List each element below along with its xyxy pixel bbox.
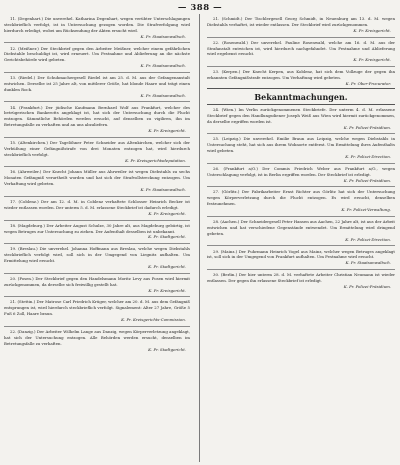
notice-separator	[4, 273, 190, 274]
notice-signature: K. Pr. Polizei-Verwaltung.	[341, 207, 391, 213]
notice-separator	[207, 186, 395, 187]
notice-text: 12. (Meißner.) Der Steckbrief gegen den Arbeiter Meißner, welcher einem gefährlichen Diebstahle beschuldigt ist, wird erneuert. Um Festnahme und Ablieferung an die nächste Gerichtsbehörde wird gebeten.	[4, 45, 190, 63]
notice-text: 18. (Magdeburg.) Der Arbeiter August Schulze, 30 Jahre alt, aus Magdeburg gebürtig, ist wegen Betruges zur Untersuchung zu ziehen. Der Aufenthalt desselben ist unbekannt.	[4, 222, 190, 234]
notice-separator	[4, 243, 190, 244]
right-column	[207, 16, 395, 461]
notice-separator	[4, 326, 190, 327]
notice-signature: K. Pr. Stadtgericht.	[148, 263, 186, 269]
notice-signature: K. Pr. Kreisgericht.	[148, 128, 186, 134]
notice-entry	[4, 75, 190, 99]
notice-text: 25. (Leipzig.) Die unverehel. Emilie Braun aus Leipzig, welche wegen Diebstahls in Untersuchung steht, hat sich aus ihrem Wohnorte entfernt. Um Ermittelung ihres Aufenthalts wird gebeten.	[207, 136, 395, 154]
notice-text: 20. (Posen.) Der Steckbrief gegen den Handelsmann Moritz Levy aus Posen wird hiermit zurückgenommen, da derselbe sich freiwillig gestellt hat.	[4, 275, 190, 287]
notice-separator	[4, 166, 190, 167]
notice-entry	[207, 189, 395, 213]
notice-signature: K. Pr. Kreisgericht.	[148, 210, 186, 216]
page-number: — 388 —	[177, 3, 223, 13]
notice-signature: K. Pr. Stadtgericht.	[148, 346, 186, 352]
notice-entry	[4, 246, 190, 270]
notice-signature: K. Pr. Polizei-Direction.	[345, 154, 391, 160]
notice-separator	[207, 37, 395, 38]
notice-text: 11. (Degenhart.) Die unverehel. Katharina Degenhart, wegen verübter Unterschlagungen steckbrieflich verfolgt, ist in Untersuchung gezogen worden. Die Strafverfolgung wird hierdurch erledigt, wobei um Rücksendung der Akten ersucht wird.	[4, 16, 190, 33]
notice-separator	[207, 269, 395, 270]
notice-entry	[207, 107, 395, 131]
notice-entry	[207, 219, 395, 243]
notice-text: 30. (Berlin.) Der hier unterm 28. d. M. verhaftete Arbeiter Christian Neumann ist wieder entlassen. Der gegen ihn erlassene Steckbrief ist erledigt.	[207, 272, 395, 284]
notice-entry	[4, 199, 190, 217]
notice-text: 17. (Coblenz.) Der am 12. d. M. in Coblenz verhaftete Schlosser Heinrich Becker ist wieder entlassen worden. Der unterm 5. d. M. erlassene Steckbrief ist dadurch erledigt.	[4, 199, 190, 210]
notice-text: 21. (Stettin.) Der Matrose Carl Friedrich Krüger, welcher am 20. d. M. aus dem Gefängniß entsprungen ist, wird hierdurch steckbrieflich verfolgt. Signalement: Alter 27 Jahre, Größe 5 Fuß 6 Zoll, Haare braun.	[4, 299, 190, 317]
notice-entry	[207, 69, 395, 87]
notice-text: 21. (Schmidt.) Der Tischlergesell Georg Schmidt, in Neuenburg am 13. d. M. wegen Diebstahls verhaftet, ist wieder entlassen. Der Steckbrief wird zurückgenommen.	[207, 16, 395, 27]
notice-entry	[207, 40, 395, 64]
notice-text: 15. (Altenkirchen.) Der Tagelöhner Peter Schneider aus Altenkirchen, welcher sich der Verbüßung einer Gefängnißstrafe von drei Monaten entzogen hat, wird hierdurch steckbrieflich verfolgt.	[4, 139, 190, 157]
notice-text: 26. (Frankfurt a/O.) Der Commis Friedrich Weber aus Frankfurt a/O., wegen Unterschlagung verfolgt, ist in Berlin ergriffen worden. Der Steckbrief ist erledigt.	[207, 165, 395, 177]
notice-separator	[4, 220, 190, 221]
notice-signature: K. Pr. Ober-Procurator.	[345, 80, 391, 86]
notice-separator	[207, 216, 395, 217]
notice-separator	[4, 196, 190, 197]
notice-signature: K. Pr. Kreisgericht.	[353, 27, 391, 33]
notice-separator	[4, 296, 190, 297]
notice-text: 16. (Ahrweiler.) Der Knecht Johann Müller aus Ahrweiler ist wegen Diebstahls zu sechs Monaten Gefängniß verurtheilt worden und hat sich der Strafvollstreckung entzogen. Um Verhaftung wird gebeten.	[4, 169, 190, 187]
notice-text: 22. (Rosenwald.) Der unverehel. Pauline Rosenwald, welche am 16. d. M. aus der Strafanstalt entwichen ist, wird hierdurch nachgefahndet. Um Festnahme und Ablieferung wird ergebenst ersucht.	[207, 39, 395, 57]
notice-entry	[4, 329, 190, 353]
notice-signature: K. Pr. Polizei-Präsidium.	[343, 177, 391, 183]
notice-text: 24. (Wien.) Im Verlin zurückgenommenen Steckbriefe. Der unterm 4. d. M. erlassene Steckbrief gegen den Handlungsdiener Joseph Weiß aus Wien wird hiermit zurückgenommen, da derselbe ergriffen worden ist.	[207, 106, 395, 124]
notice-separator	[207, 245, 395, 246]
notice-signature: K. Pr. Polizei-Präsidium.	[343, 124, 391, 130]
notice-separator	[4, 137, 190, 138]
notice-signature: K. Pr. Polizei-Direction.	[345, 236, 391, 242]
notice-separator	[207, 66, 395, 67]
notice-entry	[207, 166, 395, 184]
notice-text: 29. (Mainz.) Der Fuhrmann Heinrich Vogel aus Mainz, welcher wegen Betruges angeklagt ist, soll sich in der Umgegend von Frankfurt aufhalten. Um Festnahme wird ersucht.	[207, 248, 395, 260]
section-rule-bottom	[207, 104, 395, 105]
notice-text: 23. (Kerpen.) Der Knecht Kerpen, aus Koblenz, hat sich dem Vollzuge der gegen ihn erkannten Gefängnißstrafe entzogen. Um Verhaftung wird gebeten.	[207, 69, 395, 81]
notice-signature: K. Pr. Kreisgericht.	[148, 287, 186, 293]
column-divider	[199, 14, 200, 462]
notice-entry	[4, 299, 190, 323]
notice-entry	[4, 223, 190, 241]
right-column-top-notices	[207, 16, 395, 87]
notice-separator	[4, 101, 190, 102]
notice-text: 27. (Görlitz.) Der Fabrikarbeiter Ernst Richter aus Görlitz hat sich der Untersuchung wegen Körperverletzung durch die Flucht entzogen. Es wird ersucht, denselben festzunehmen.	[207, 189, 395, 207]
notice-entry	[207, 272, 395, 290]
notice-text: 19. (Breslau.) Die unverehel. Johanna Hoffmann aus Breslau, welche wegen Diebstahls steckbrieflich verfolgt wird, soll sich in der Umgegend von Liegnitz aufhalten. Um Ermittelung wird ersucht.	[4, 246, 190, 264]
notice-entry	[4, 46, 190, 70]
notice-signature: K. Pr. Staatsanwaltsch.	[140, 92, 186, 98]
notice-text: 13. (Riedel.) Der Schuhmachergesell Riedel ist am 25. d. M. aus der Gefangenanstalt entwichen. Derselbe ist 25 Jahre alt, von mittlerer Größe, hat blonde Haare und trägt einen dunklen Rock.	[4, 75, 190, 92]
notice-separator	[207, 163, 395, 164]
notice-signature: K. Pr. Kreisgerichtsdeputation.	[125, 157, 186, 163]
notice-entry	[4, 169, 190, 193]
notice-text: 28. (Aachen.) Der Schneidergesell Peter Hansen aus Aachen, 22 Jahre alt, ist aus der Arbeit entwichen und hat verschiedene Gegenstände entwendet. Um Ermittelung wird dringend gebeten.	[207, 219, 395, 236]
section-rule-top	[207, 88, 395, 89]
left-column	[4, 16, 190, 461]
notice-separator	[4, 72, 190, 73]
notice-separator	[207, 133, 395, 134]
notice-entry	[4, 105, 190, 135]
notice-entry	[4, 276, 190, 294]
notice-text: 22. (Danzig.) Der Arbeiter Wilhelm Lange aus Danzig, wegen Körperverletzung angeklagt, hat sich der Untersuchung entzogen. Alle Behörden werden ersucht, denselben im Betretungsfalle zu verhaften.	[4, 328, 190, 346]
section-title: Bekanntmachungen.	[254, 91, 348, 102]
notice-signature: K. Pr. Staatsanwaltsch.	[140, 63, 186, 69]
notice-text: 14. (Frankfurt.) Der jüdische Kaufmann Bernhard Wolf aus Frankfurt, welcher des betrügerischen Bankerotts angeklagt ist, hat sich der Untersuchung durch die Flucht entzogen. Sämmtliche Behörden werden ersucht, auf denselben zu vigiliren, ihn im Betretungsfalle zu verhaften und an uns abzuliefern.	[4, 104, 190, 128]
notice-signature: K. Pr. Polizei-Präsidium.	[343, 283, 391, 289]
notice-entry	[4, 16, 190, 40]
notice-signature: K. Pr. Staatsanwaltsch.	[345, 260, 391, 266]
notice-signature: K. Pr. Staatsanwaltsch.	[140, 187, 186, 193]
notice-entry	[4, 140, 190, 164]
notice-signature: K. Pr. Stadtgericht.	[148, 234, 186, 240]
notice-entry	[207, 249, 395, 267]
notice-separator	[4, 42, 190, 43]
notice-signature: K. Pr. Kreisgerichts-Commission.	[121, 317, 186, 323]
notice-entry	[207, 16, 395, 34]
notice-signature: K. Pr. Kreisgericht.	[353, 57, 391, 63]
notice-entry	[207, 136, 395, 160]
right-column-bottom-notices	[207, 107, 395, 290]
notice-signature: K. Pr. Staatsanwaltsch.	[140, 33, 186, 39]
